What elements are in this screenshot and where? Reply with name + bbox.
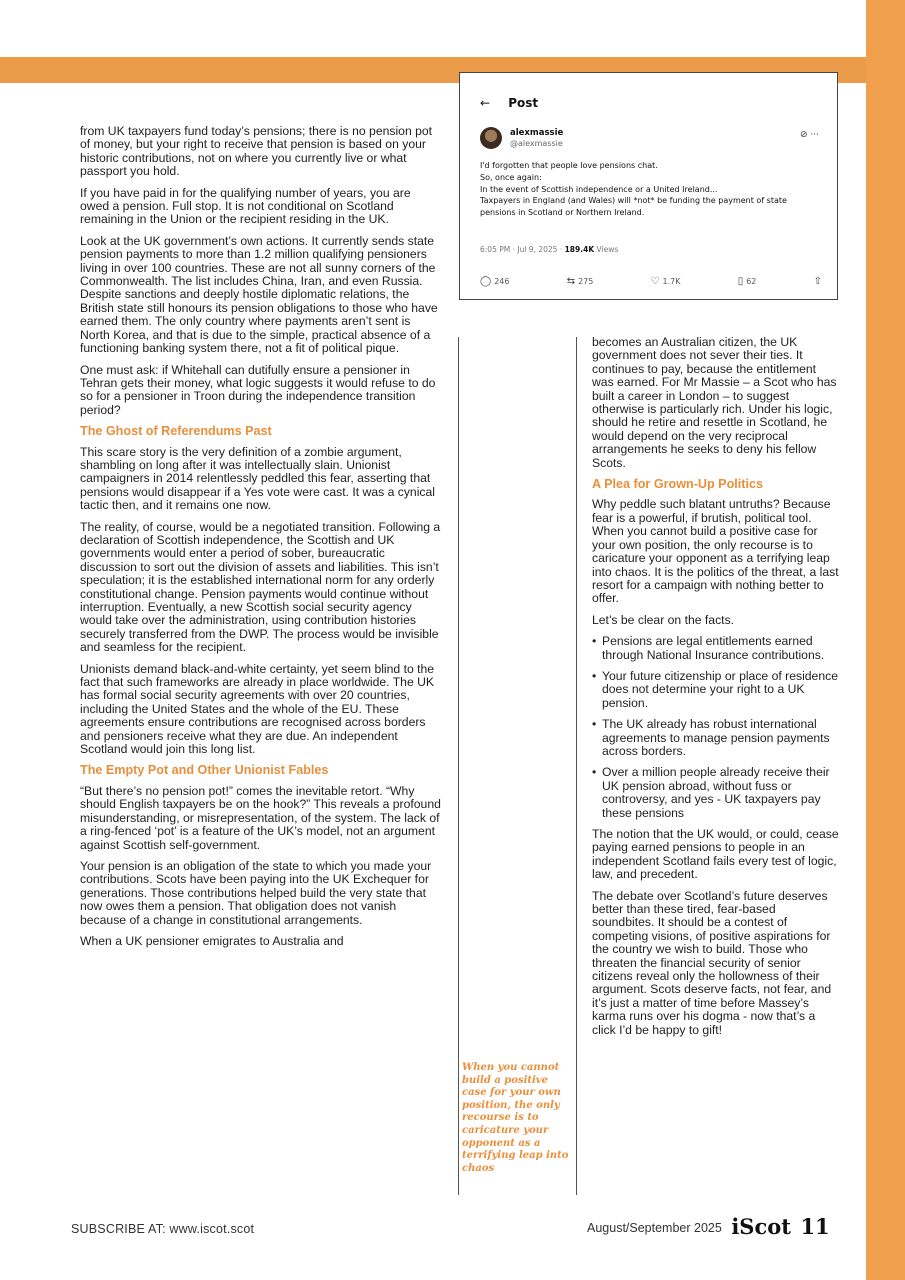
share-icon: ⇧ (813, 276, 822, 287)
paragraph: Unionists demand black-and-white certainty, yet seem blind to the fact that such frameworks are already in place worldwide. The UK has formal social security agreements with over 20 countries, including the United States and the whole of the EU. These agreements ensure contributions are recognised across borders and pensioners receive what they are due. An independent Scotland would join this long list. (80, 661, 435, 757)
post-meta (480, 245, 618, 254)
bookmark-count: 62 (746, 277, 757, 286)
repost-count: 275 (578, 277, 594, 286)
column-rule-left (458, 337, 459, 1195)
repost-action (567, 276, 594, 287)
post-line: Taxpayers in England (and Wales) will *not* be funding the payment of state pensions in Scotland or Northern Ireland. (480, 196, 787, 218)
share-action (814, 276, 825, 287)
reply-action (480, 276, 509, 287)
list-item: • Your future citizenship or place of residence does not determine your right to a UK pension. (592, 670, 840, 710)
grok-icon: ⊘ (799, 130, 808, 140)
bookmark-icon: ▯ (737, 276, 744, 287)
section-heading: A Plea for Grown-Up Politics (592, 477, 763, 492)
embedded-post (459, 72, 838, 300)
repost-icon: ⇆ (566, 276, 576, 287)
post-actions (480, 276, 825, 287)
bookmark-action (738, 276, 757, 287)
issue-footer (587, 1214, 830, 1239)
issue-date: August/September 2025 (587, 1221, 722, 1235)
page-number: 11 (800, 1214, 830, 1239)
list-item: • Over a million people already receive their UK pension abroad, without fuss or controversy, and yes - UK taxpayers pay these pensions (592, 766, 840, 820)
author-name: alexmassie (510, 128, 564, 138)
paragraph: One must ask: if Whitehall can dutifully ensure a pensioner in Tehran gets their money, what logic suggests it would refuse to do so for a pensioner in Troon during the independence transition period? (80, 362, 436, 417)
paragraph: The debate over Scotland’s future deserves better than these tired, fear-based soundbites. It should be a contest of competing visions, of positive aspirations for the country we wish to build. Those who threaten the financial security of senior citizens reveal only the hollowness of their argument. Scots deserve facts, not fear, and it’s just a matter of time before Massey’s karma runs over his dogma - now that’s a click I’d be happy to gift! (592, 888, 832, 1037)
post-header (480, 96, 538, 110)
like-action (651, 276, 681, 287)
magazine-logo: iScot (731, 1214, 791, 1239)
paragraph: When a UK pensioner emigrates to Australia and (80, 933, 344, 948)
paragraph: “But there’s no pension pot!” comes the inevitable retort. “Why should English taxpayers be on the hook?” This reveals a profound misunderstanding, or misrepresentation, of the system. The lack of a ring-fenced ‘pot’ is a feature of the UK’s model, not an argument against Scottish self-government. (80, 783, 441, 852)
paragraph: This scare story is the very definition of a zombie argument, shambling on long after it was intellectually slain. Unionist campaigners in 2014 relentlessly peddled this fear, asserting that pensions would disappear if a Yes vote were cast. It was a cynical tactic then, and it remains one now. (80, 444, 435, 513)
paragraph: Look at the UK government’s own actions. It currently sends state pension payments to more than 1.2 million qualifying pensioners living in over 100 countries. These are not all sunny corners of the Commonwealth. The list includes China, Iran, and even Russia. Despite sanctions and deeply hostile diplomatic relations, the British state still honours its pension obligations to those who have earned them. The only country where payments aren’t sent is North Korea, and that is due to the simple, practical absence of a functioning banking system there, not a fit of political pique. (80, 233, 438, 356)
reply-count: 246 (494, 277, 510, 286)
left-column (80, 125, 443, 956)
more-options-icon: ··· (810, 130, 819, 140)
paragraph: Your pension is an obligation of the state to which you made your contributions. Scots have been paying into the UK Exchequer for generations. Those contributions helped build the very state that now owes them a pension. That obligation does not vanish because of a change in constitutional arrangements. (80, 858, 432, 927)
like-count: 1.7K (662, 277, 681, 286)
right-column (592, 336, 840, 1045)
post-options (800, 130, 819, 140)
avatar (480, 127, 502, 149)
paragraph: from UK taxpayers fund today’s pensions; there is no pension pot of money, but your right to receive that pension is based on your historic contributions, not on where you currently live or what passport you hold. (80, 124, 433, 179)
post-line: So, once again: (480, 172, 542, 182)
post-header-title: Post (508, 96, 539, 110)
paragraph: The reality, of course, would be a negotiated transition. Following a declaration of Scottish independence, the Scottish and UK governments would enter a period of sober, bureaucratic discussion to sort out the division of assets and liabilities. This isn’t speculation; it is the established international norm for any orderly constitutional change. Pension payments would continue without interruption. Eventually, a new Scottish social security agency would take over the administration, using contribution histories securely transferred from the DWP. The process would be invisible and seamless for the recipient. (80, 519, 441, 655)
post-line: In the event of Scottish independence or a United Ireland... (480, 184, 718, 194)
author-handle: @alexmassie (510, 139, 563, 148)
post-line: I'd forgotten that people love pensions chat. (480, 161, 658, 170)
section-heading: The Empty Pot and Other Unionist Fables (80, 763, 329, 778)
paragraph: becomes an Australian citizen, the UK government does not sever their ties. It continues to pay, because the entitlement was earned. For Mr Massie – a Scot who has built a career in London – to suggest otherwise is particularly rich. Under his logic, should he retire and resettle in Scotland, he would depend on the very reciprocal arrangements he seeks to deny his fellow Scots. (592, 335, 837, 470)
facts-list (592, 635, 840, 820)
section-heading: The Ghost of Referendums Past (80, 424, 272, 439)
list-item: • The UK already has robust international agreements to manage pension payments across borders. (592, 718, 840, 758)
list-item: • Pensions are legal entitlements earned through National Insurance contributions. (592, 635, 840, 662)
post-views-label: Views (594, 245, 619, 254)
back-arrow-icon: ← (480, 96, 491, 110)
side-color-stripe (866, 0, 905, 1280)
subscribe-footer: SUBSCRIBE AT: www.iscot.scot (71, 1222, 255, 1236)
paragraph: Why peddle such blatant untruths? Because fear is a powerful, if brutish, political tool. When you cannot build a positive case for your own position, the only recourse is to caricature your opponent as a terrifying leap into chaos. It is the politics of the threat, a last resort for a campaign with nothing better to offer. (592, 497, 839, 606)
heart-icon: ♡ (650, 276, 660, 287)
reply-icon: ◯ (480, 276, 492, 287)
post-time: 6:05 PM · Jul 9, 2025 · (480, 245, 565, 254)
post-text (480, 160, 825, 219)
pull-quote: When you cannot build a positive case for your own position, the only recourse is to caricature your opponent as a terrifying leap into chaos (462, 1062, 569, 1174)
post-views-count: 189.4K (564, 245, 595, 254)
column-rule-right (576, 337, 577, 1195)
paragraph: If you have paid in for the qualifying number of years, you are owed a pension. Full stop. It is not conditional on Scotland remaining in the Union or the recipient residing in the UK. (80, 185, 411, 227)
paragraph: The notion that the UK would, or could, cease paying earned pensions to people in an independent Scotland fails every test of logic, law, and precedent. (592, 827, 839, 882)
paragraph: Let’s be clear on the facts. (592, 612, 735, 627)
